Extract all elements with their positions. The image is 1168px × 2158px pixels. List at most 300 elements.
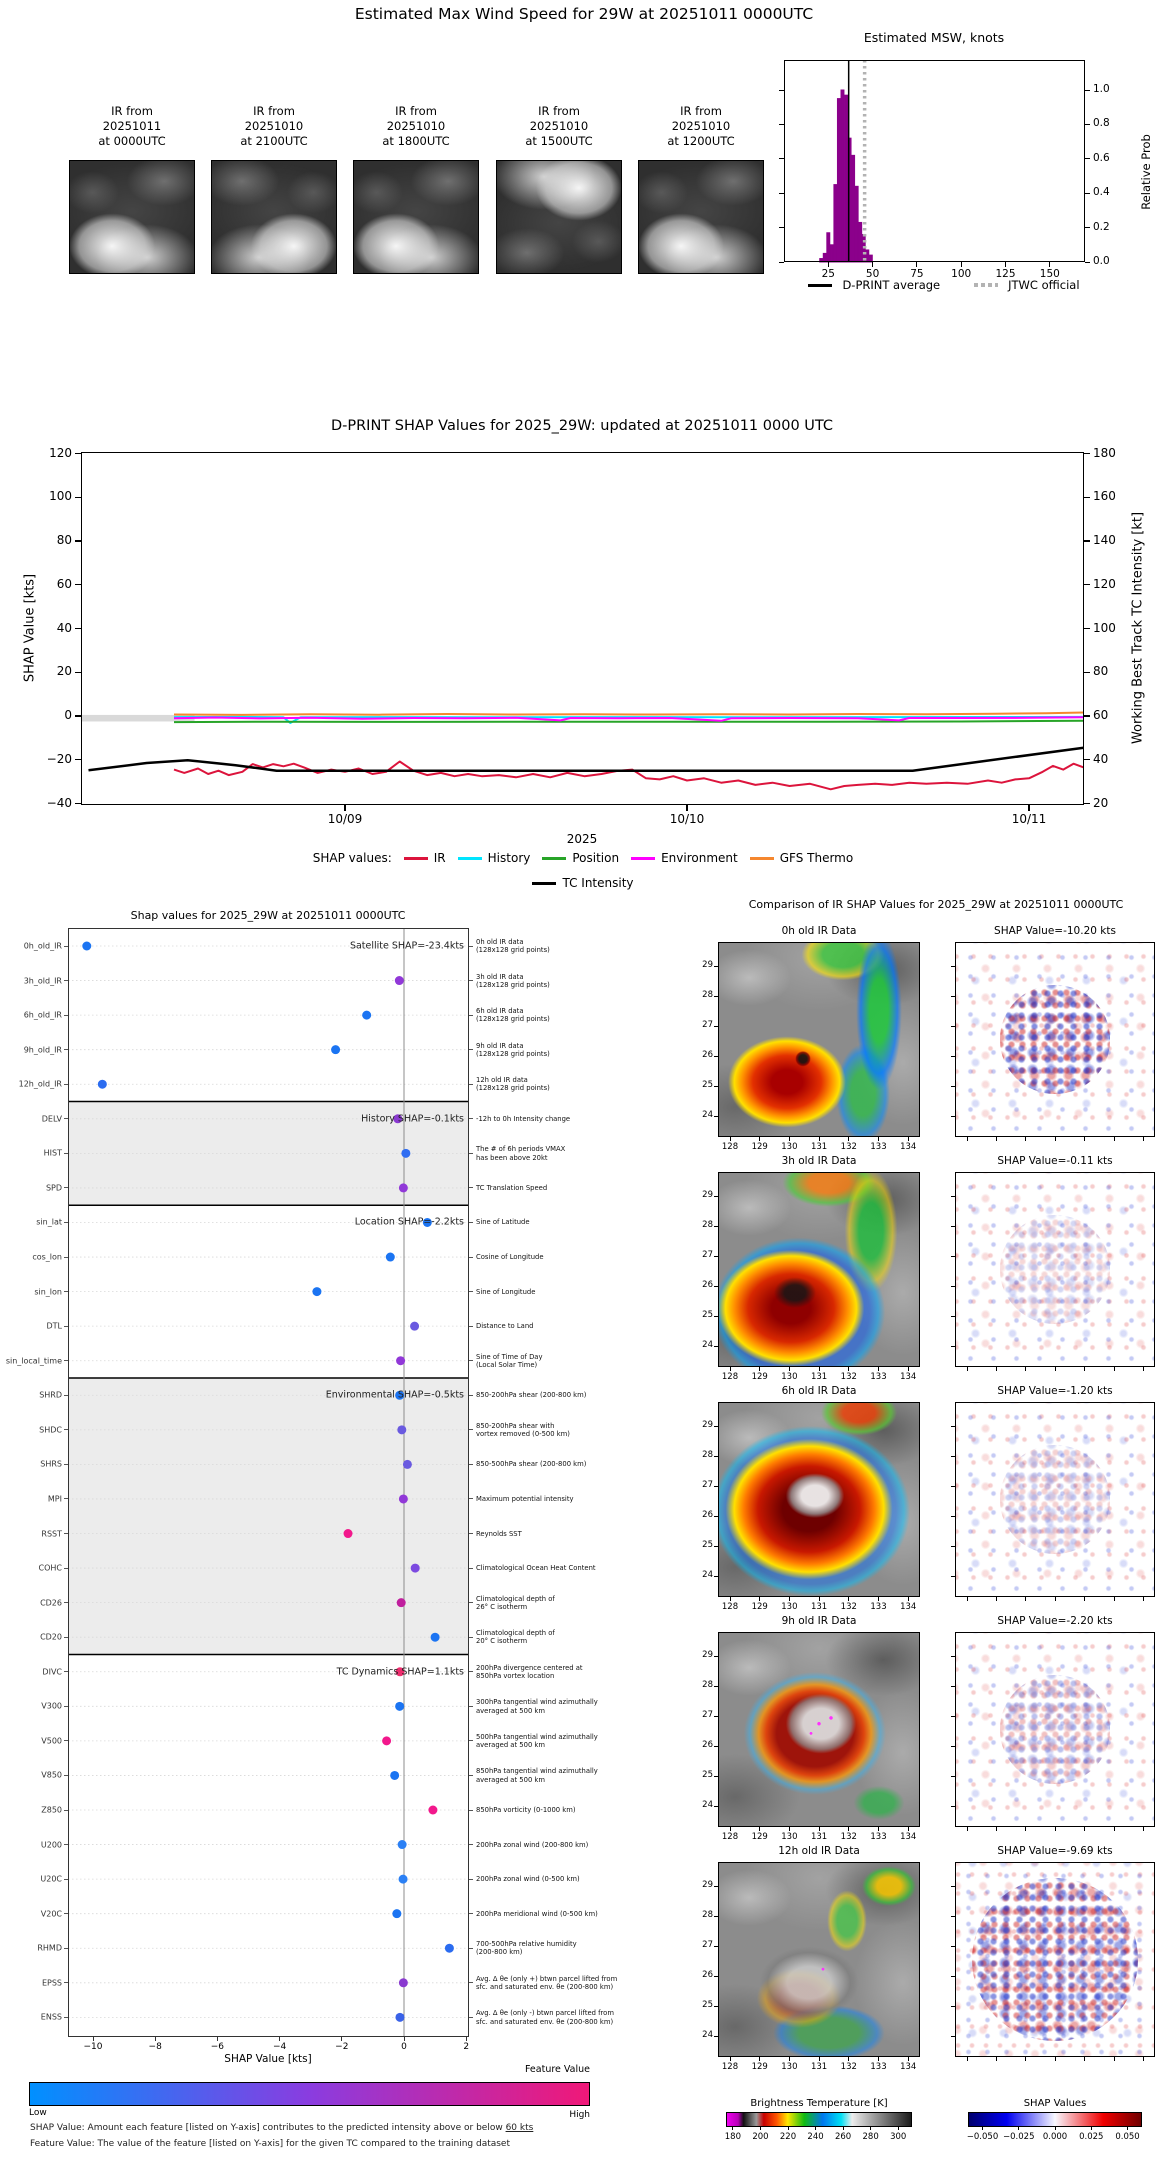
bt-colorbar-title: Brightness Temperature [K] (750, 2098, 888, 2109)
ir-thumbnail-label-line: IR from (680, 104, 722, 118)
timeseries-ytick-left-mark (75, 715, 81, 716)
shap-map-xtick-mark (1114, 1827, 1115, 1831)
timeseries-ytick-right-mark (1084, 453, 1090, 454)
dotplot-row-tick-right (469, 1187, 473, 1188)
histogram-ytick-mark-left (779, 262, 784, 263)
ir-thumbnail-label (211, 104, 337, 149)
shap-map-xtick-mark (1143, 1137, 1144, 1141)
ir-map-xtick-label: 131 (810, 1832, 828, 1842)
dotplot-feature-desc (476, 1115, 570, 1123)
shap-map-xtick-mark (1055, 2057, 1056, 2061)
dotplot-feature-name: EPSS (41, 1978, 62, 1988)
histogram-xtick-label: 25 (821, 268, 835, 280)
timeseries-ytick-left-mark (75, 453, 81, 454)
dotplot-feature-desc (476, 1564, 596, 1572)
timeseries-ytick-right-label: 80 (1093, 664, 1109, 679)
timeseries-legend-item (458, 851, 531, 865)
shap-map-xtick-mark (1084, 1367, 1085, 1371)
dotplot-feature-desc-line: Climatological Ocean Heat Content (476, 1563, 596, 1572)
histogram-ytick-label: 0.0 (1093, 255, 1110, 267)
ir-map-ytick-mark (714, 2006, 718, 2007)
dotplot-row-tick-left (64, 980, 68, 981)
dotplot-feature-desc (476, 1875, 580, 1883)
ir-map-xtick-label: 134 (900, 1602, 917, 1612)
shap-map-xtick-mark (1055, 1367, 1056, 1371)
dotplot-feature-name: sin_local_time (5, 1356, 62, 1366)
shap-value-map (955, 1402, 1155, 1597)
shap-colorbar-title: SHAP Values (1023, 2098, 1087, 2109)
ir-thumbnail-image (69, 160, 195, 274)
dotplot-feature-desc-line: Climatological depth of (476, 1594, 555, 1603)
timeseries-ytick-right-label: 20 (1093, 795, 1109, 810)
ir-map-ytick-label: 28 (702, 1450, 713, 1460)
dotplot-row-tick-right (469, 1360, 473, 1361)
ir-map-xtick-label: 133 (870, 1832, 887, 1842)
dotplot-feature-desc-line: 850hPa vortex location (476, 1671, 555, 1680)
dotplot-xtick-label: −10 (83, 2042, 103, 2052)
shap-map-ytick-mark (951, 1456, 955, 1457)
dotplot-feature-desc (476, 938, 550, 954)
shap-map-xtick-mark (1084, 1597, 1085, 1601)
ir-map-xtick-mark (878, 1597, 879, 1601)
ir-map-ytick-label: 25 (702, 1770, 713, 1780)
dotplot-row-tick-right (469, 1602, 473, 1603)
timeseries-legend-item (750, 851, 854, 865)
shap-map-ytick-mark (951, 1426, 955, 1427)
ir-thumbnail-label-line: IR from (538, 104, 580, 118)
timeseries-ytick-right-label: 100 (1093, 620, 1116, 635)
shap-map-xtick-mark (1084, 1827, 1085, 1831)
dotplot-feature-desc-line: sfc. and saturated env. θe (200-800 km) (476, 2017, 614, 2026)
ir-map-xtick-label: 134 (900, 1372, 917, 1382)
dotplot-feature-name: DTL (46, 1321, 62, 1331)
ir-map-ytick-mark (714, 1456, 718, 1457)
dotplot-feature-name: ENSS (40, 2012, 62, 2022)
timeseries-ytick-left-label: 60 (56, 576, 72, 591)
bt-colorbar-tick-mark (898, 2127, 899, 2130)
timeseries-ytick-right-label: 180 (1093, 445, 1116, 460)
histogram-xtick-mark (828, 262, 829, 267)
ir-thumbnail-label-line: 20251011 (102, 119, 162, 133)
dotplot-row-tick-right (469, 2017, 473, 2018)
ir-map-xtick-mark (878, 2057, 879, 2061)
histogram-xtick-mark (872, 262, 873, 267)
dotplot-feature-desc (476, 1041, 550, 1057)
ir-map-ytick-label: 25 (702, 1310, 713, 1320)
dotplot-feature-desc-line: 200hPa divergence centered at (476, 1663, 583, 1672)
shap-map-xtick-mark (1025, 1827, 1026, 1831)
histogram-ylabel: Relative Prob (1139, 134, 1153, 210)
dotplot-title: Shap values for 2025_29W at 20251011 0000UTC (130, 909, 406, 922)
timeseries-ytick-right-label: 160 (1093, 489, 1116, 504)
shap-colorbar-tick-mark (982, 2127, 983, 2130)
ir-map-ytick-mark (714, 1226, 718, 1227)
dotplot-row-tick-left (64, 1464, 68, 1465)
dotplot-feature-desc-line: (128x128 grid points) (476, 1049, 550, 1058)
dotplot-row-tick-right (469, 1222, 473, 1223)
dotplot-feature-name: 6h_old_IR (23, 1010, 62, 1020)
dotplot-feature-desc (476, 1664, 583, 1680)
dotplot-feature-desc-line: averaged at 500 km (476, 1740, 545, 1749)
ir-data-map (718, 1402, 920, 1597)
shap-map-ytick-mark (951, 1286, 955, 1287)
ir-map-ytick-mark (714, 1716, 718, 1717)
dotplot-feature-name: V20C (40, 1909, 62, 1919)
dotplot-feature-desc (476, 1767, 598, 1783)
bt-colorbar-tick-mark (760, 2127, 761, 2130)
timeseries-legend-item (542, 851, 619, 865)
dotplot-row-tick-left (64, 1498, 68, 1499)
timeseries-legend-intro: SHAP values: (312, 851, 392, 865)
dotplot-row-tick-right (469, 1879, 473, 1880)
dotplot-feature-desc-line: 12h old IR data (476, 1076, 528, 1085)
dotplot-feature-desc-line: Avg. Δ θe (only +) btwn parcel lifted from (476, 1974, 618, 1983)
dotplot-feature-name: RHMD (37, 1943, 62, 1953)
ir-comparison-title: Comparison of IR SHAP Values for 2025_29W at 20251011 0000UTC (748, 898, 1124, 911)
ir-map-ytick-label: 25 (702, 2000, 713, 2010)
ir-data-title: 6h old IR Data (781, 1385, 857, 1397)
dotplot-feature-desc (476, 1145, 565, 1161)
dotplot-row-tick-left (64, 1913, 68, 1914)
dotplot-feature-name: V850 (41, 1770, 62, 1780)
shap-map-xtick-mark (996, 2057, 997, 2061)
dotplot-feature-desc-line: 0h old IR data (476, 937, 524, 946)
ir-map-xtick-label: 132 (840, 1832, 857, 1842)
shap-map-ytick-mark (951, 1656, 955, 1657)
dotplot-row-tick-right (469, 1291, 473, 1292)
timeseries-xtick-mark (1028, 805, 1029, 811)
ir-thumbnail-label-line: IR from (111, 104, 153, 118)
ir-thumbnail-label-line: IR from (253, 104, 295, 118)
dotplot-feature-name: 9h_old_IR (23, 1045, 62, 1055)
feature-value-high-label: High (569, 2110, 590, 2120)
ir-thumbnail-label-line: at 1200UTC (667, 134, 735, 148)
dotplot-feature-desc-line: (128x128 grid points) (476, 980, 550, 989)
shap-value-map (955, 1862, 1155, 2057)
shap-map-ytick-mark (951, 1226, 955, 1227)
dotplot-row-tick-right (469, 1326, 473, 1327)
bt-colorbar-tick-label: 180 (724, 2132, 741, 2142)
dotplot-feature-desc (476, 1287, 535, 1295)
dotplot-feature-desc-line: has been above 20kt (476, 1153, 548, 1162)
dotplot-xtick-label: 2 (463, 2042, 470, 2052)
dotplot-xtick-mark (93, 2037, 94, 2041)
timeseries-ytick-right-mark (1084, 759, 1090, 760)
timeseries-xlabel: 2025 (566, 832, 598, 846)
ir-map-ytick-mark (714, 1056, 718, 1057)
legend-swatch-ir (404, 857, 428, 860)
ir-map-xtick-mark (848, 1827, 849, 1831)
ir-map-xtick-mark (730, 1367, 731, 1371)
timeseries-ytick-left-label: 20 (56, 664, 72, 679)
histogram-xtick-mark (1005, 262, 1006, 267)
ir-map-xtick-label: 128 (721, 1372, 739, 1382)
dotplot-row-tick-right (469, 1706, 473, 1707)
shap-map-ytick-mark (951, 1946, 955, 1947)
shap-colorbar-tick-label: −0.025 (1003, 2132, 1035, 2142)
dotplot-feature-name: MPI (47, 1494, 62, 1504)
ir-map-xtick-label: 131 (810, 1142, 828, 1152)
ir-map-xtick-mark (759, 1597, 760, 1601)
ir-data-map (718, 942, 920, 1137)
ir-data-title: 0h old IR Data (781, 925, 857, 937)
dotplot-feature-desc-line: (128x128 grid points) (476, 1015, 550, 1024)
shap-colorbar-tick-label: 0.025 (1079, 2132, 1104, 2142)
ir-map-ytick-label: 27 (702, 1480, 713, 1490)
dotplot-feature-desc-line: Cosine of Longitude (476, 1252, 544, 1261)
legend-label: Environment (661, 851, 738, 865)
bt-colorbar-tick-mark (815, 2127, 816, 2130)
dotplot-feature-name: Z850 (41, 1805, 62, 1815)
ir-map-ytick-label: 29 (702, 1880, 713, 1890)
bt-colorbar (726, 2112, 912, 2127)
timeseries-xtick-mark (686, 805, 687, 811)
shap-map-xtick-mark (1025, 1367, 1026, 1371)
dotplot-row-tick-left (64, 1982, 68, 1983)
histogram-ytick-mark-right (1085, 262, 1090, 263)
ir-thumbnail-image (211, 160, 337, 274)
histogram-ytick-label: 0.2 (1093, 220, 1110, 233)
ir-thumbnail-label-line: 20251010 (244, 119, 304, 133)
dotplot-xtick-label: −8 (148, 2042, 162, 2052)
shap-map-ytick-mark (951, 1546, 955, 1547)
shap-map-xtick-mark (967, 1597, 968, 1601)
ir-map-xtick-mark (848, 2057, 849, 2061)
dotplot-row-tick-right (469, 1637, 473, 1638)
ir-map-xtick-label: 128 (721, 2062, 739, 2072)
dotplot-feature-name: U200 (40, 1840, 62, 1850)
dotplot-row-tick-left (64, 1049, 68, 1050)
histogram-title: Estimated MSW, knots (863, 30, 1005, 45)
timeseries-ytick-left-mark (75, 497, 81, 498)
ir-map-xtick-mark (789, 1367, 790, 1371)
dotplot-feature-desc (476, 1391, 586, 1399)
ir-map-xtick-label: 133 (870, 2062, 887, 2072)
timeseries-ytick-left-mark (75, 540, 81, 541)
dotplot-row-tick-right (469, 1015, 473, 1016)
shap-map-ytick-mark (951, 1256, 955, 1257)
ir-data-title: 12h old IR Data (778, 1845, 860, 1857)
ir-thumbnail-label (496, 104, 622, 149)
timeseries-ytick-right-mark (1084, 497, 1090, 498)
ir-map-xtick-mark (878, 1367, 879, 1371)
bt-colorbar-tick-label: 220 (779, 2132, 797, 2142)
ir-map-xtick-label: 129 (751, 1142, 768, 1152)
dotplot-feature-desc-line: Climatological depth of (476, 1628, 555, 1637)
ir-map-ytick-mark (714, 1256, 718, 1257)
shap-map-xtick-mark (967, 1367, 968, 1371)
dotplot-feature-desc-line: 850-500hPa shear (200-800 km) (476, 1460, 587, 1469)
timeseries-ytick-right-label: 140 (1093, 533, 1116, 547)
dotplot-feature-desc (476, 1184, 547, 1192)
timeseries-ytick-left-mark (75, 672, 81, 673)
legend-swatch-environment (631, 857, 655, 860)
dotplot-row-tick-right (469, 1982, 473, 1983)
ir-map-xtick-mark (819, 1367, 820, 1371)
dotplot-feature-desc-line: 3h old IR data (476, 972, 524, 981)
ir-map-xtick-label: 131 (810, 2062, 828, 2072)
dotplot-feature-desc (476, 1353, 543, 1369)
dotplot-feature-desc-line: Avg. Δ θe (only -) btwn parcel lifted from (476, 2009, 614, 2018)
ir-map-ytick-mark (714, 1806, 718, 1807)
timeseries-ytick-left-mark (75, 803, 81, 804)
dotplot-xtick-mark (279, 2037, 280, 2041)
shap-colorbar-tick-mark (1018, 2127, 1019, 2130)
dotplot-feature-desc (476, 1975, 617, 1991)
shap-map-ytick-mark (951, 1116, 955, 1117)
ir-map-xtick-mark (878, 1137, 879, 1141)
shap-map-xtick-mark (1055, 1827, 1056, 1831)
shap-map-ytick-mark (951, 996, 955, 997)
dotplot-feature-desc (476, 1910, 598, 1918)
dotplot-feature-desc-line: -12h to 0h Intensity change (476, 1114, 571, 1123)
dotplot-row-tick-left (64, 1015, 68, 1016)
shap-map-ytick-mark (951, 1806, 955, 1807)
dotplot-feature-desc-line: 700-500hPa relative humidity (476, 1940, 577, 1949)
ir-thumbnail-label-line: at 2100UTC (240, 134, 308, 148)
shap-map-title: SHAP Value=-0.11 kts (997, 1155, 1113, 1167)
ir-map-xtick-label: 132 (840, 1142, 857, 1152)
dotplot-feature-desc-line: 850-200hPa shear (200-800 km) (476, 1391, 587, 1400)
timeseries-ytick-left-mark (75, 584, 81, 585)
footnote-feature-value (30, 2139, 510, 2149)
timeseries-ytick-left-label: −20 (46, 751, 72, 766)
dotplot-row-tick-left (64, 1740, 68, 1741)
ir-map-xtick-label: 132 (840, 1602, 857, 1612)
dotplot-feature-desc-line: sfc. and saturated env. θe (200-800 km) (476, 1982, 614, 1991)
shap-colorbar-tick-mark (1091, 2127, 1092, 2130)
shap-values-colorbar (968, 2112, 1142, 2127)
timeseries-xtick-mark (344, 805, 345, 811)
ir-map-xtick-mark (759, 1367, 760, 1371)
shap-colorbar-tick-label: −0.050 (966, 2132, 999, 2142)
histogram-ytick-mark-left (779, 227, 784, 228)
dotplot-feature-desc-line: (128x128 grid points) (476, 1084, 550, 1093)
dotplot-feature-name: U20C (40, 1874, 62, 1884)
shap-map-ytick-mark (951, 1686, 955, 1687)
ir-map-ytick-label: 24 (702, 1110, 713, 1120)
dotplot-feature-desc (476, 1629, 555, 1645)
ir-map-ytick-mark (714, 1656, 718, 1657)
shap-map-ytick-mark (951, 1746, 955, 1747)
ir-thumbnail-label (638, 104, 764, 149)
ir-map-ytick-label: 26 (702, 1970, 713, 1980)
shap-map-xtick-mark (1084, 2057, 1085, 2061)
ir-map-ytick-mark (714, 996, 718, 997)
shap-map-ytick-mark (951, 1316, 955, 1317)
dotplot-feature-desc (476, 2009, 614, 2025)
ir-map-xtick-label: 130 (781, 1372, 798, 1382)
dotplot-row-tick-left (64, 1948, 68, 1949)
timeseries-legend-item (631, 851, 738, 865)
bt-colorbar-tick-label: 200 (752, 2132, 769, 2142)
ir-map-ytick-label: 28 (702, 1220, 713, 1230)
dotplot-row-tick-left (64, 1533, 68, 1534)
dotplot-feature-name: sin_lat (36, 1217, 62, 1227)
dotplot-feature-desc-line: The # of 6h periods VMAX (476, 1145, 566, 1154)
histogram-ytick-mark-right (1085, 90, 1090, 91)
timeseries-legend-row1 (82, 851, 1084, 865)
dotplot-row-tick-left (64, 1257, 68, 1258)
dotplot-feature-desc (476, 1698, 598, 1714)
ir-map-ytick-mark (714, 1946, 718, 1947)
ir-map-xtick-mark (789, 1137, 790, 1141)
ir-data-map (718, 1862, 920, 2057)
shap-map-xtick-mark (996, 1367, 997, 1371)
ir-map-xtick-label: 133 (870, 1142, 887, 1152)
shap-colorbar-tick-label: 0.050 (1115, 2132, 1140, 2142)
shap-map-ytick-mark (951, 1056, 955, 1057)
ir-map-ytick-mark (714, 1776, 718, 1777)
dotplot-feature-desc-line: 500hPa tangential wind azimuthally (476, 1732, 598, 1741)
histogram-xtick-label: 150 (1039, 268, 1060, 280)
dotplot-xtick-mark (155, 2037, 156, 2041)
timeseries-ytick-right-label: 120 (1093, 576, 1116, 591)
dotplot-feature-desc (476, 1076, 550, 1092)
shap-map-xtick-mark (1114, 1367, 1115, 1371)
ir-map-ytick-label: 28 (702, 990, 713, 1000)
timeseries-xtick-label: 10/10 (669, 812, 705, 826)
histogram-ytick-mark-right (1085, 227, 1090, 228)
dotplot-row-tick-left (64, 1706, 68, 1707)
dotplot-feature-desc (476, 1594, 555, 1610)
dotplot-feature-desc (476, 1529, 522, 1537)
dotplot-row-tick-right (469, 1948, 473, 1949)
ir-map-ytick-label: 24 (702, 1570, 713, 1580)
bt-colorbar-tick-label: 300 (890, 2132, 907, 2142)
dotplot-feature-desc-line: (200-800 km) (476, 1948, 523, 1957)
ir-map-ytick-label: 26 (702, 1280, 713, 1290)
shap-colorbar-tick-mark (1127, 2127, 1128, 2130)
ir-map-xtick-mark (819, 2057, 820, 2061)
ir-map-ytick-mark (714, 1346, 718, 1347)
histogram-legend (734, 278, 1154, 292)
ir-thumbnail-label-line: at 1500UTC (525, 134, 593, 148)
ir-map-ytick-mark (714, 1026, 718, 1027)
dotplot-feature-desc-line: (Local Solar Time) (476, 1360, 538, 1369)
ir-map-ytick-label: 29 (702, 1190, 713, 1200)
ir-map-xtick-mark (759, 2057, 760, 2061)
timeseries-legend-row2 (82, 876, 1084, 890)
ir-thumbnail-label-line: IR from (395, 104, 437, 118)
dotplot-feature-name: SPD (45, 1183, 62, 1193)
ir-map-xtick-mark (848, 1367, 849, 1371)
timeseries-ytick-right-mark (1084, 803, 1090, 804)
dotplot-feature-name: CD26 (40, 1598, 62, 1608)
histogram-ytick-mark-left (779, 158, 784, 159)
ir-map-xtick-label: 129 (751, 2062, 768, 2072)
shap-colorbar-tick-mark (1055, 2127, 1056, 2130)
dotplot-xtick-mark (217, 2037, 218, 2041)
shap-map-ytick-mark (951, 1346, 955, 1347)
jtwc-official-label: JTWC official (1008, 278, 1080, 292)
ir-map-xtick-label: 133 (870, 1372, 887, 1382)
timeseries-ytick-left-mark (75, 759, 81, 760)
ir-thumbnail-image (353, 160, 479, 274)
ir-data-title: 3h old IR Data (781, 1155, 857, 1167)
legend-swatch-gfs-thermo (750, 857, 774, 860)
dotplot-feature-desc (476, 1422, 570, 1438)
dotplot-row-tick-left (64, 2017, 68, 2018)
ir-map-ytick-mark (714, 1316, 718, 1317)
shap-map-xtick-mark (996, 1597, 997, 1601)
shap-map-ytick-mark (951, 1976, 955, 1977)
dotplot-feature-desc-line: Distance to Land (476, 1322, 534, 1331)
dotplot-feature-desc (476, 1218, 530, 1226)
timeseries-ytick-right-label: 60 (1093, 708, 1109, 722)
histogram-xtick-mark (916, 262, 917, 267)
timeseries-ytick-right-mark (1084, 540, 1090, 541)
